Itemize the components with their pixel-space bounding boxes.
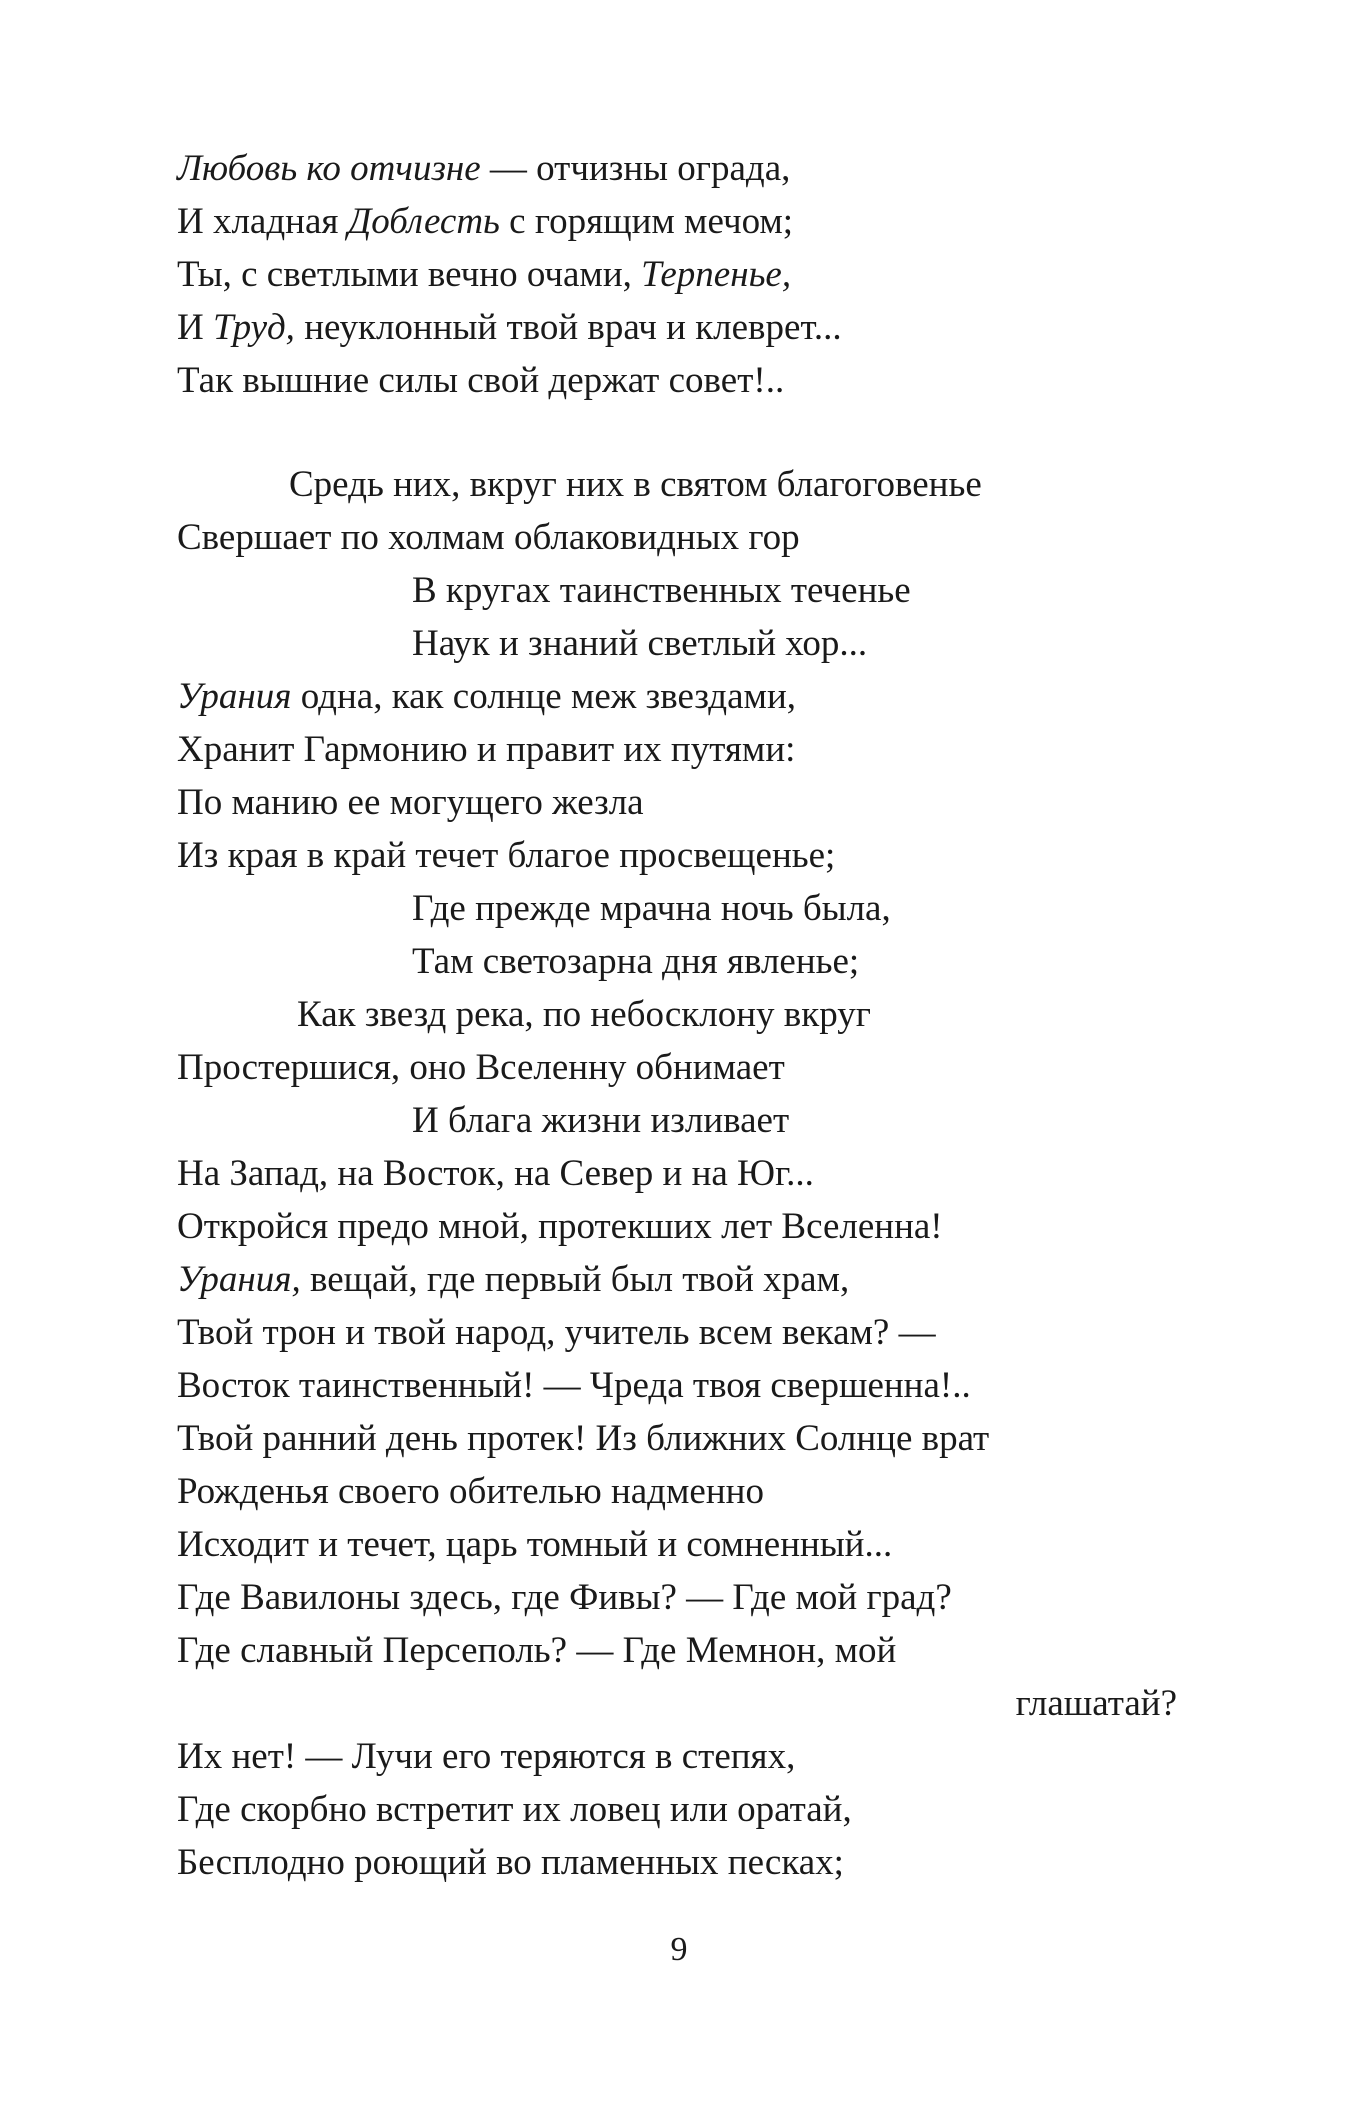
verse-line: Где Вавилоны здесь, где Фивы? — Где мой град? bbox=[177, 1577, 952, 1618]
page-number: 9 bbox=[670, 1931, 688, 1968]
italic-phrase: Труд, bbox=[212, 307, 295, 348]
verse-text: И bbox=[177, 307, 213, 348]
verse-line: Так вышние силы свой держат совет!.. bbox=[177, 360, 785, 401]
verse-line: Исходит и течет, царь томный и сомненный... bbox=[177, 1524, 893, 1565]
verse-line bbox=[177, 195, 1177, 248]
verse-line: Откройся предо мной, протекших лет Вселенна! bbox=[177, 1206, 943, 1247]
verse-line: На Запад, на Восток, на Север и на Юг... bbox=[177, 1153, 814, 1194]
italic-phrase: Терпенье, bbox=[641, 254, 792, 295]
verse-text: Ты, с светлыми вечно очами, bbox=[177, 254, 642, 295]
stanza-2 bbox=[177, 458, 1177, 1889]
verse-line: Где скорбно встретит их ловец или оратай, bbox=[177, 1789, 852, 1830]
verse-text: вещай, где первый был твой храм, bbox=[300, 1259, 850, 1300]
verse-line: Где славный Персеполь? — Где Мемнон, мой bbox=[177, 1630, 897, 1671]
verse-line bbox=[177, 248, 1177, 301]
verse-text: — отчизны ограда, bbox=[480, 148, 791, 189]
verse-line: Там светозарна дня явленье; bbox=[412, 941, 860, 982]
verse-line bbox=[177, 1253, 1177, 1306]
verse-line: Наук и знаний светлый хор... bbox=[412, 623, 868, 664]
italic-phrase: Любовь ко отчизне bbox=[177, 148, 481, 189]
stanza-1 bbox=[177, 142, 1177, 407]
verse-text: одна, как солнце меж звездами, bbox=[291, 676, 796, 717]
verse-line: Хранит Гармонию и правит их путями: bbox=[177, 729, 796, 770]
verse-line: И блага жизни изливает bbox=[412, 1100, 790, 1141]
verse-text: неуклонный твой врач и клеврет... bbox=[294, 307, 842, 348]
verse-line: Свершает по холмам облаковидных гор bbox=[177, 517, 800, 558]
verse-text: с горящим мечом; bbox=[499, 201, 794, 242]
verse-line: Где прежде мрачна ночь была, bbox=[412, 888, 891, 929]
italic-phrase: Доблесть bbox=[347, 201, 500, 242]
verse-line: Простершися, оно Вселенну обнимает bbox=[177, 1047, 785, 1088]
verse-line: Рожденья своего обителью надменно bbox=[177, 1471, 764, 1512]
verse-line bbox=[177, 142, 1177, 195]
verse-line: Твой трон и твой народ, учитель всем векам? — bbox=[177, 1312, 936, 1353]
italic-phrase: Урания bbox=[177, 676, 292, 717]
verse-line: По манию ее могущего жезла bbox=[177, 782, 644, 823]
verse-line bbox=[177, 670, 1177, 723]
verse-line: Средь них, вкруг них в святом благоговенье bbox=[289, 464, 982, 505]
verse-line: Бесплодно роющий во пламенных песках; bbox=[177, 1842, 844, 1883]
verse-line: В кругах таинственных теченье bbox=[412, 570, 911, 611]
verse-line: Из края в край течет благое просвещенье; bbox=[177, 835, 836, 876]
verse-line-runover: глашатай? bbox=[1015, 1683, 1177, 1724]
verse-line bbox=[177, 301, 1177, 354]
verse-line: Их нет! — Лучи его теряются в степях, bbox=[177, 1736, 796, 1777]
verse-line: Твой ранний день протек! Из ближних Солнце врат bbox=[177, 1418, 990, 1459]
verse-text: И хладная bbox=[177, 201, 348, 242]
verse-line: Как звезд река, по небосклону вкруг bbox=[297, 994, 871, 1035]
italic-phrase: Урания, bbox=[177, 1259, 301, 1300]
verse-line: Восток таинственный! — Чреда твоя свершенна!.. bbox=[177, 1365, 971, 1406]
